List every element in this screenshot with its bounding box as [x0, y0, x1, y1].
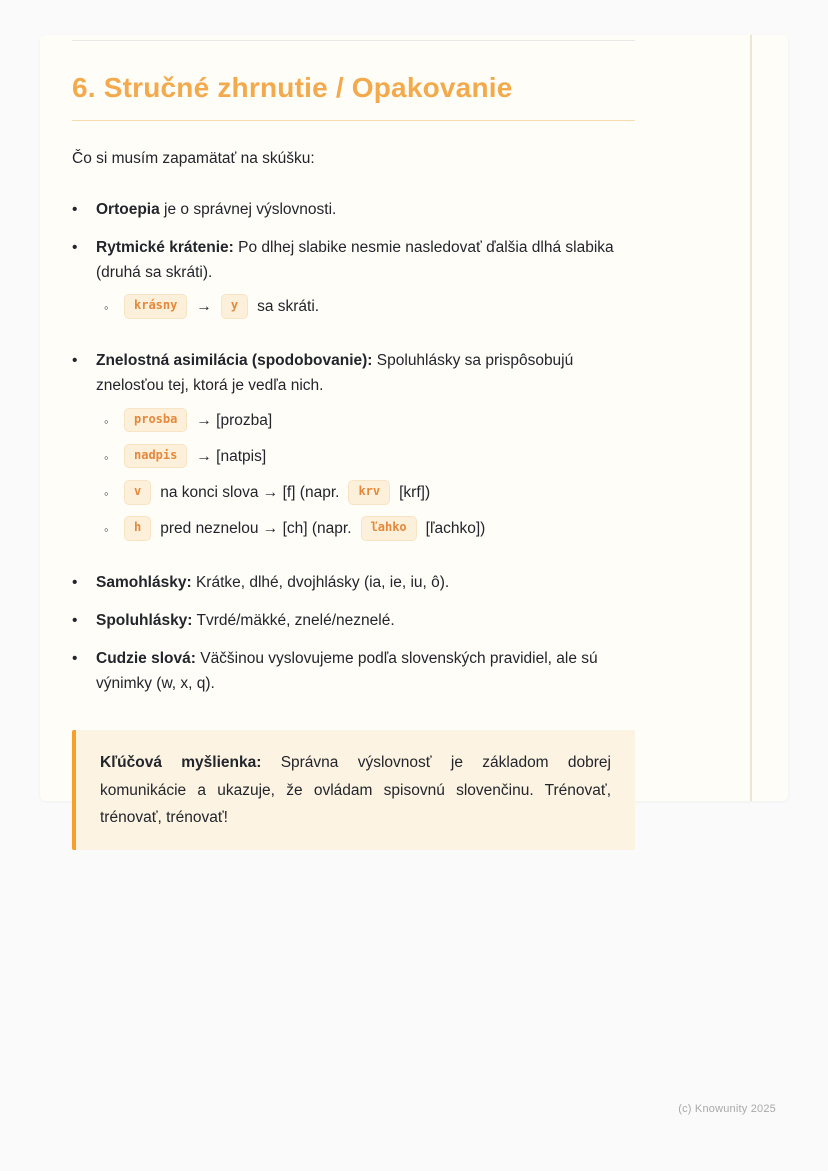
code-chip: h — [124, 516, 151, 541]
sub-item-text: → [prozba] — [196, 411, 273, 429]
circle-marker: ◦ — [104, 449, 109, 465]
key-idea-callout — [72, 730, 635, 849]
list-item-content — [96, 570, 635, 595]
sub-list-item-prosba — [104, 408, 635, 433]
list-item-ortoepia — [72, 197, 635, 222]
sub-item-text: sa skráti. — [257, 298, 320, 316]
sub-list-item-h — [104, 516, 635, 541]
arrow-right-icon: → — [196, 298, 212, 316]
bullet-marker: • — [72, 352, 78, 370]
list-item-bold: Rytmické krátenie: — [96, 238, 234, 256]
list-item-samohlasky — [72, 570, 635, 595]
callout-text: Správna výslovnosť je základom dobrej komunikácie a ukazuje, že ovládam spisovnú slovenčinu. Trénovať, trénovať, trénovať! — [100, 754, 611, 826]
list-item-text: Po dlhej slabike nesmie nasledovať ďalšia dlhá slabika (druhá sa skráti). — [96, 238, 614, 282]
code-chip: krásny — [124, 294, 187, 319]
circle-marker: ◦ — [104, 413, 109, 429]
document-content — [72, 40, 635, 850]
sub-item-content — [124, 444, 635, 469]
list-item-text: je o správnej výslovnosti. — [159, 200, 337, 218]
bullet-marker: • — [72, 238, 78, 256]
list-item-text: Väčšinou vyslovujeme podľa slovenských pravidiel, ale sú výnimky (w, x, q). — [96, 650, 598, 693]
page-margin-line — [750, 35, 752, 801]
bullet-marker: • — [72, 612, 78, 630]
bullet-marker: • — [72, 200, 78, 218]
list-item-content — [96, 348, 635, 557]
list-item-rytmicke-kratenie — [72, 235, 635, 335]
sub-list — [96, 408, 635, 541]
list-item-znelostna-asimilacia — [72, 348, 635, 557]
intro-text: Čo si musím zapamätať na skúšku: — [72, 149, 315, 167]
list-item-bold: Spoluhlásky: — [96, 612, 193, 630]
sub-item-content — [124, 294, 635, 319]
sub-item-text: pred neznelou → [ch] (napr. — [160, 519, 352, 537]
code-chip: prosba — [124, 408, 187, 433]
code-chip: y — [221, 294, 248, 319]
bullet-marker: • — [72, 573, 78, 591]
sub-item-content — [124, 480, 635, 505]
code-chip: ľahko — [361, 516, 417, 541]
sub-item-text: [ľachko]) — [425, 519, 486, 537]
circle-marker: ◦ — [104, 300, 109, 316]
list-item-bold: Samohlásky: — [96, 573, 192, 591]
sub-list-item-krasny — [104, 294, 635, 319]
circle-marker: ◦ — [104, 485, 109, 501]
sub-item-text: → [natpis] — [196, 447, 267, 465]
list-item-bold: Znelostná asimilácia (spodobovanie): — [96, 352, 373, 370]
sub-list — [96, 294, 635, 319]
list-item-text: Spoluhlásky sa prispôsobujú znelosťou tej, ktorá je vedľa nich. — [96, 352, 574, 395]
callout-bold: Kľúčová myšlienka: — [100, 754, 262, 772]
list-item-text: Tvrdé/mäkké, znelé/neznelé. — [192, 612, 395, 630]
bullet-marker: • — [72, 650, 78, 668]
list-item-text: Krátke, dlhé, dvojhlásky (ia, ie, iu, ô). — [191, 573, 450, 591]
heading-underline — [72, 120, 635, 121]
list-item-bold: Cudzie slová: — [96, 650, 196, 668]
copyright-text: (c) Knowunity 2025 — [678, 1103, 776, 1115]
code-chip: nadpis — [124, 444, 187, 469]
list-item-content — [96, 197, 635, 222]
top-divider — [72, 40, 635, 41]
sub-item-content — [124, 408, 635, 433]
list-item-spoluhlasky — [72, 608, 635, 633]
sub-item-text: na konci slova → [f] (napr. — [160, 483, 340, 501]
list-item-content — [96, 235, 635, 335]
list-item-bold: Ortoepia — [96, 200, 160, 218]
sub-list-item-v — [104, 480, 635, 505]
list-item-content — [96, 646, 635, 696]
code-chip: krv — [348, 480, 390, 505]
sub-list-item-nadpis — [104, 444, 635, 469]
document-sheet — [40, 35, 788, 826]
list-item-content — [96, 608, 635, 633]
section-heading: 6. Stručné zhrnutie / Opakovanie — [72, 72, 513, 103]
sub-item-text: [krf]) — [399, 483, 431, 501]
list-item-cudzie-slova — [72, 646, 635, 696]
circle-marker: ◦ — [104, 521, 109, 537]
sub-item-content — [124, 516, 635, 541]
code-chip: v — [124, 480, 151, 505]
summary-list — [72, 197, 635, 697]
